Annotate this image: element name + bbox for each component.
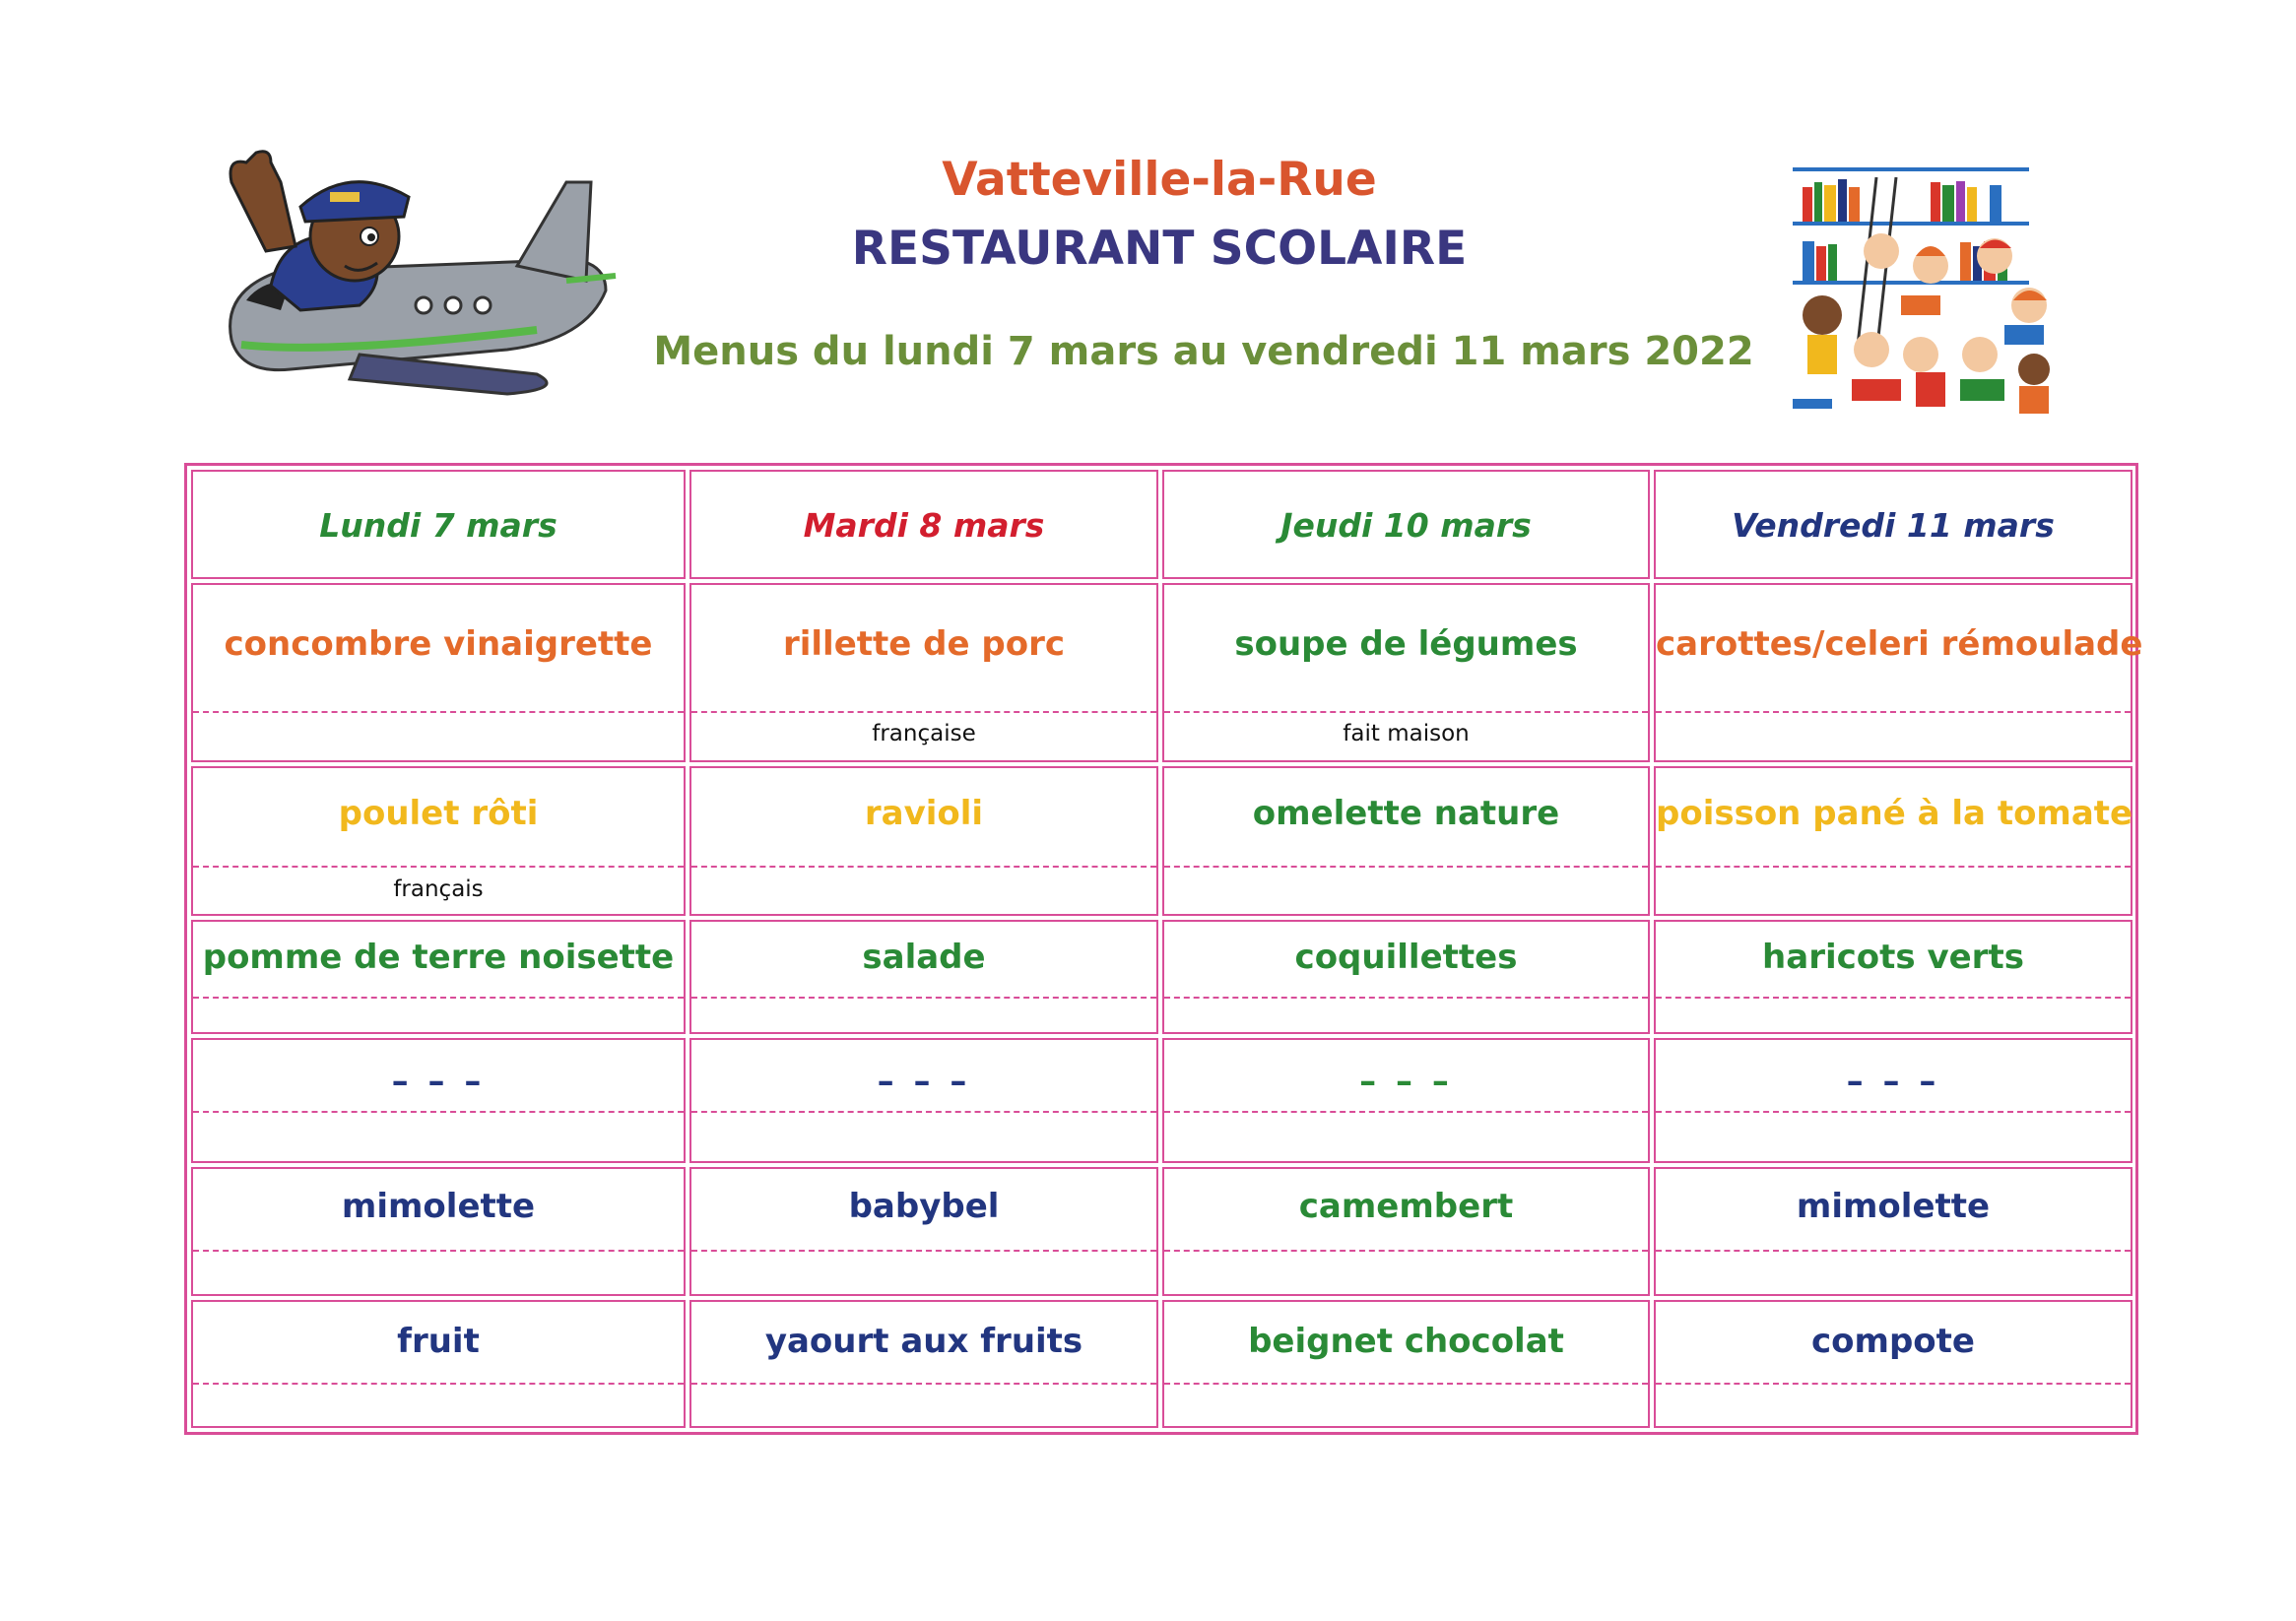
divider <box>691 1111 1156 1113</box>
cheese-dish: mimolette <box>341 1187 536 1226</box>
starter-dish: carottes/celeri rémoulade <box>1656 624 2143 664</box>
starter-dish: concombre vinaigrette <box>224 624 653 664</box>
cheese-cell <box>1162 1167 1650 1296</box>
day-header-cell <box>1654 470 2132 579</box>
separator-cell <box>1654 1038 2132 1163</box>
divider <box>691 1383 1156 1385</box>
main-note: français <box>393 876 484 902</box>
starter-dish: rillette de porc <box>782 624 1066 664</box>
divider <box>1656 711 2131 713</box>
cheese-cell <box>689 1167 1158 1296</box>
day-label: Jeudi 10 mars <box>1280 506 1532 545</box>
menu-dates: Menus du lundi 7 mars au vendredi 11 mars 2022 <box>653 329 1754 374</box>
starter-cell <box>191 583 686 762</box>
starter-note: française <box>872 721 976 746</box>
divider <box>1164 1111 1648 1113</box>
divider <box>1164 711 1648 713</box>
side-cell <box>191 920 686 1034</box>
cheese-cell <box>1654 1167 2132 1296</box>
dessert-cell <box>1654 1300 2132 1428</box>
separator-cell <box>191 1038 686 1163</box>
main-dish: ravioli <box>864 794 984 833</box>
separator-cell <box>689 1038 1158 1163</box>
main-cell <box>191 766 686 916</box>
day-label: Mardi 8 mars <box>803 506 1045 545</box>
starter-cell <box>1162 583 1650 762</box>
divider <box>691 997 1156 999</box>
dessert-dish: yaourt aux fruits <box>764 1322 1083 1361</box>
divider <box>193 1250 684 1252</box>
separator-mark: – – – <box>1359 1062 1453 1101</box>
separator-mark: – – – <box>391 1062 486 1101</box>
divider <box>691 1250 1156 1252</box>
dessert-cell <box>191 1300 686 1428</box>
starter-cell <box>689 583 1158 762</box>
day-label: Vendredi 11 mars <box>1732 506 2055 545</box>
day-header-cell <box>1162 470 1650 579</box>
starter-dish: soupe de légumes <box>1234 624 1578 664</box>
divider <box>193 997 684 999</box>
divider <box>1164 997 1648 999</box>
cheese-dish: babybel <box>848 1187 1000 1226</box>
divider <box>1164 1250 1648 1252</box>
town-name: Vatteville-la-Rue <box>942 153 1377 207</box>
dessert-dish: beignet chocolat <box>1248 1322 1564 1361</box>
day-header-cell <box>191 470 686 579</box>
day-header-cell <box>689 470 1158 579</box>
dessert-cell <box>689 1300 1158 1428</box>
menu-table <box>184 463 2143 1435</box>
divider <box>193 711 684 713</box>
side-cell <box>689 920 1158 1034</box>
cheese-cell <box>191 1167 686 1296</box>
divider <box>691 711 1156 713</box>
day-label: Lundi 7 mars <box>319 506 558 545</box>
main-cell <box>689 766 1158 916</box>
divider <box>1656 1111 2131 1113</box>
main-dish: omelette nature <box>1252 794 1560 833</box>
starter-cell <box>1654 583 2143 762</box>
dessert-dish: compote <box>1811 1322 1975 1361</box>
separator-mark: – – – <box>877 1062 971 1101</box>
separator-mark: – – – <box>1846 1062 1940 1101</box>
page-title: RESTAURANT SCOLAIRE <box>851 222 1468 276</box>
divider <box>1656 1383 2131 1385</box>
dessert-dish: fruit <box>397 1322 480 1361</box>
dessert-cell <box>1162 1300 1650 1428</box>
cheese-dish: mimolette <box>1796 1187 1991 1226</box>
divider <box>691 866 1156 868</box>
side-cell <box>1162 920 1650 1034</box>
main-cell <box>1162 766 1650 916</box>
divider <box>193 866 684 868</box>
divider <box>1656 997 2131 999</box>
main-cell <box>1654 766 2132 916</box>
side-dish: coquillettes <box>1294 938 1518 977</box>
divider <box>1656 866 2131 868</box>
divider <box>1164 1383 1648 1385</box>
side-cell <box>1654 920 2132 1034</box>
side-dish: haricots verts <box>1762 938 2024 977</box>
divider <box>193 1383 684 1385</box>
starter-note: fait maison <box>1343 721 1470 746</box>
divider <box>1656 1250 2131 1252</box>
cheese-dish: camembert <box>1298 1187 1514 1226</box>
divider <box>1164 866 1648 868</box>
divider <box>193 1111 684 1113</box>
side-dish: salade <box>862 938 986 977</box>
main-dish: poisson pané à la tomate <box>1656 794 2133 833</box>
main-dish: poulet rôti <box>338 794 539 833</box>
side-dish: pomme de terre noisette <box>202 938 675 977</box>
separator-cell <box>1162 1038 1650 1163</box>
